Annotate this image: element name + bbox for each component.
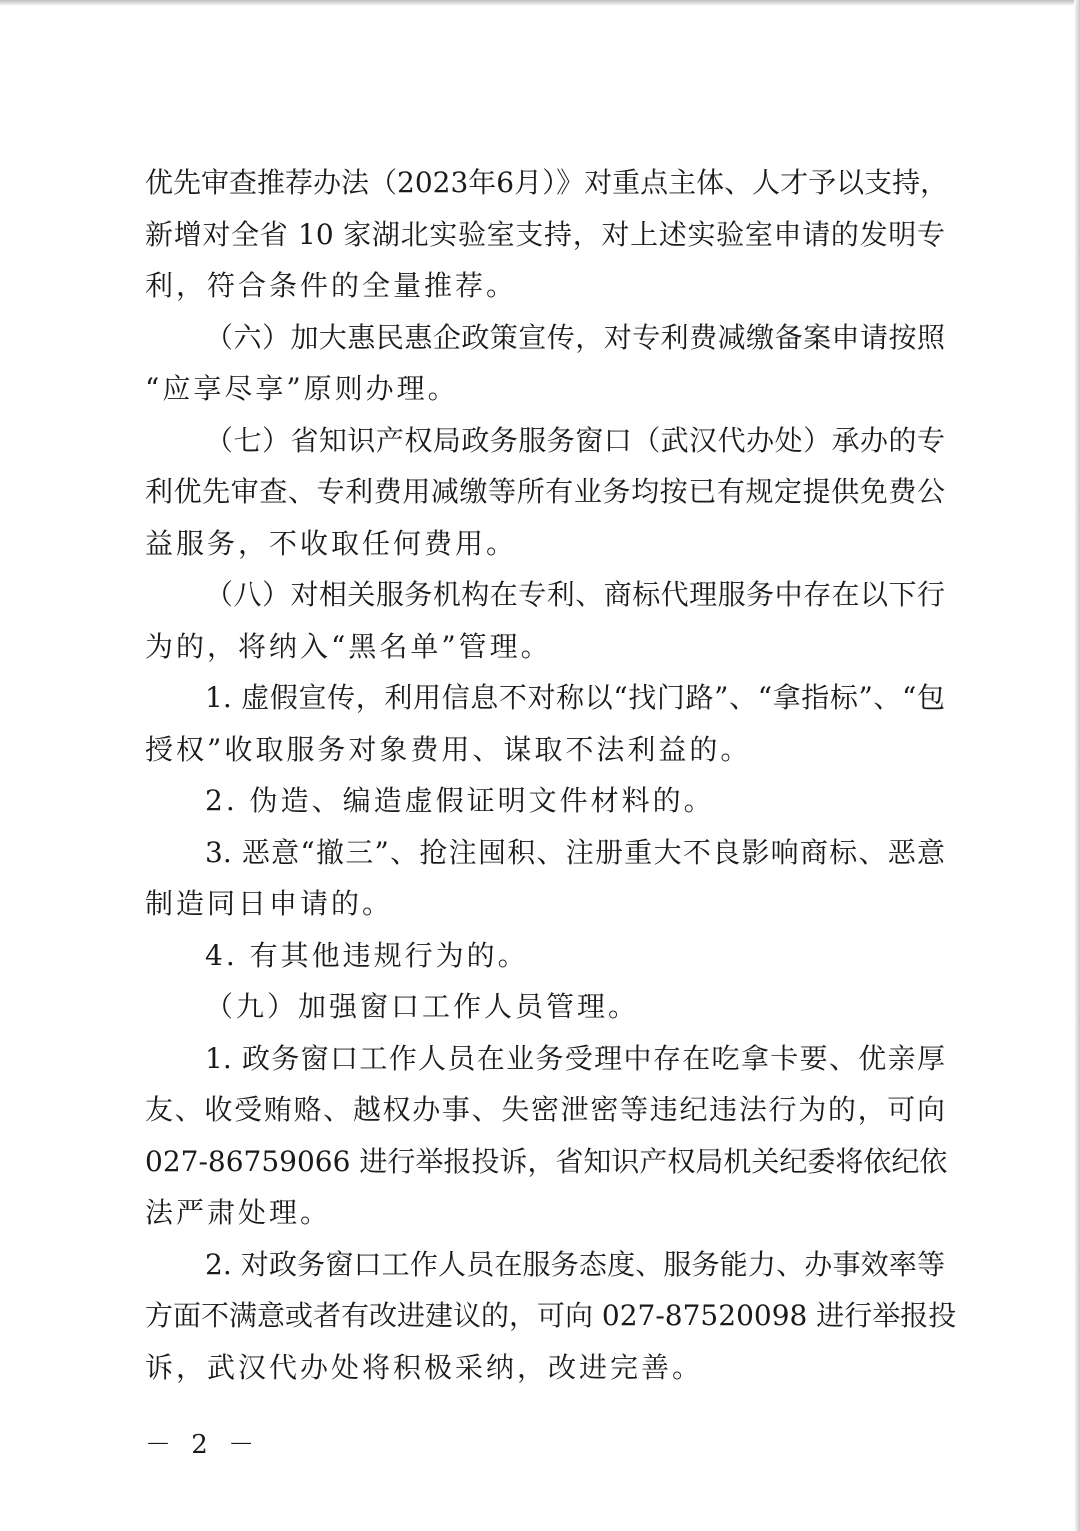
list-item-line: 1. 政务窗口工作人员在业务受理中存在吃拿卡要、优亲厚 <box>205 1041 945 1075</box>
body-line: 制造同日申请的。 <box>145 887 394 920</box>
body-line: 为的，将纳入“黑名单”管理。 <box>145 629 552 663</box>
section-nine-line: （九）加强窗口工作人员管理。 <box>205 990 640 1023</box>
body-line: 利优先审查、专利费用减缴等所有业务均按已有规定提供免费公 <box>145 475 945 508</box>
body-line: 方面不满意或者有改进建议的，可向 027-87520098 进行举报投 <box>145 1299 957 1332</box>
body-line: 新增对全省 10 家湖北实验室支持，对上述实验室申请的发明专 <box>145 217 945 251</box>
body-line: 优先审查推荐办法（2023年6月）》对重点主体、人才予以支持， <box>145 166 949 199</box>
body-line: 027-86759066 进行举报投诉，省知识产权局机关纪委将依纪依 <box>145 1144 948 1178</box>
body-line: 诉，武汉代办处将积极采纳，改进完善。 <box>145 1350 704 1384</box>
list-item-line: 3. 恶意“撤三”、抢注囤积、注册重大不良影响商标、恶意 <box>205 835 945 869</box>
section-six-line: （六）加大惠民惠企政策宣传，对专利费减缴备案申请按照 <box>205 320 945 354</box>
list-item-line: 4. 有其他违规行为的。 <box>205 938 529 972</box>
list-item-line: 1. 虚假宣传，利用信息不对称以“找门路”、“拿指标”、“包 <box>205 681 945 714</box>
list-item-line: 2. 对政务窗口工作人员在服务态度、服务能力、办事效率等 <box>205 1247 945 1281</box>
scan-top-edge <box>0 0 1080 6</box>
body-line: 法严肃处理。 <box>145 1196 332 1229</box>
body-line: “应享尽享”原则办理。 <box>145 372 459 405</box>
page-number: － 2 － <box>145 1430 261 1460</box>
section-seven-line: （七）省知识产权局政务服务窗口（武汉代办处）承办的专 <box>205 423 945 457</box>
scan-right-edge <box>1074 0 1080 1531</box>
body-line: 友、收受贿赂、越权办事、失密泄密等违纪违法行为的，可向 <box>145 1093 945 1126</box>
body-line: 利，符合条件的全量推荐。 <box>145 269 518 302</box>
list-item-line: 2. 伪造、编造虚假证明文件材料的。 <box>205 784 715 817</box>
section-eight-line: （八）对相关服务机构在专利、商标代理服务中存在以下行 <box>205 578 945 611</box>
document-body <box>145 157 957 1393</box>
body-line: 授权”收取服务对象费用、谋取不法利益的。 <box>145 732 752 766</box>
body-line: 益服务，不收取任何费用。 <box>145 526 518 560</box>
